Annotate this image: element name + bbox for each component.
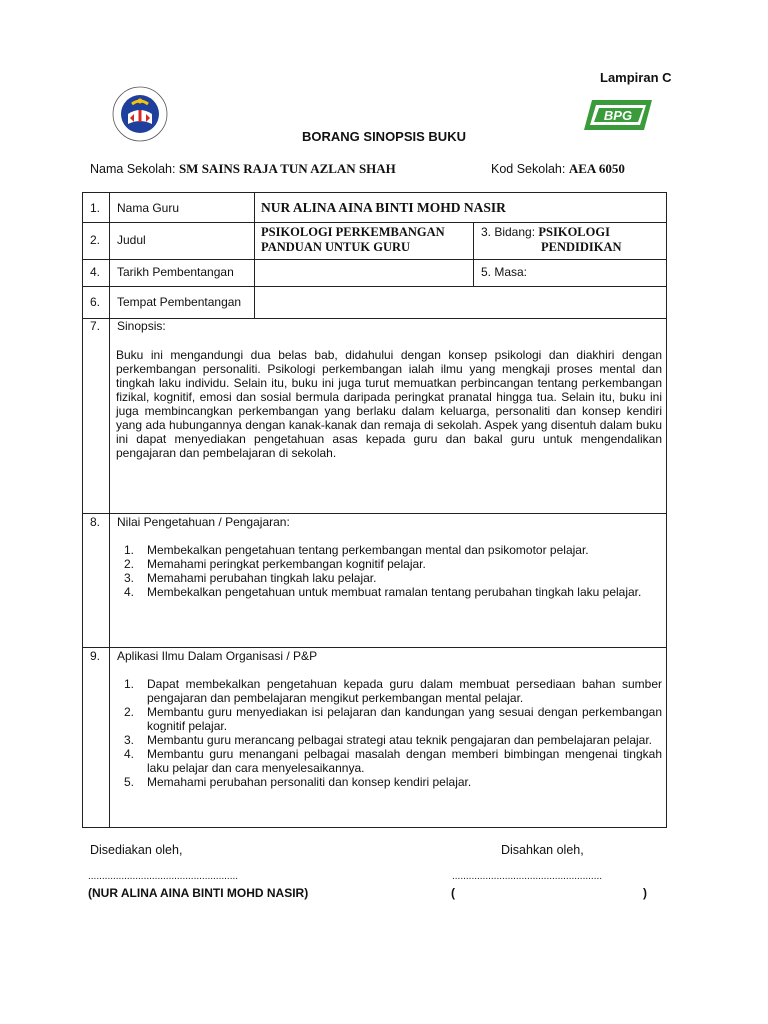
close-paren: )	[643, 886, 647, 900]
school-code-value: AEA 6050	[568, 161, 625, 176]
school-label: Nama Sekolah:	[90, 162, 176, 176]
school-code-line	[491, 161, 625, 177]
prepared-by-label: Disediakan oleh,	[90, 843, 183, 857]
form-title: BORANG SINOPSIS BUKU	[302, 129, 466, 144]
list-item: 1. Dapat membekalkan pengetahuan kepada guru dalam membuat persediaan bahan sumber pengajaran dan pembelajaran mengikut perkembangan mental pelajar.	[124, 677, 662, 705]
preparer-name: (NUR ALINA AINA BINTI MOHD NASIR)	[88, 886, 309, 900]
label-column-divider	[254, 193, 255, 318]
svg-text:BPG: BPG	[603, 108, 633, 123]
list-item: 4. Membekalkan pengetahuan untuk membuat ramalan tentang perubahan tingkah laku pelajar.	[124, 585, 642, 599]
row-number: 8.	[90, 515, 101, 529]
open-paren: (	[451, 886, 455, 900]
row-number: 4.	[90, 265, 101, 279]
number-column-divider	[109, 193, 110, 827]
field-area	[481, 225, 610, 239]
field-label: 3. Bidang:	[481, 225, 536, 239]
signature-line-left: ......................................................	[88, 871, 239, 882]
field-value-line2: PENDIDIKAN	[541, 240, 622, 254]
row-divider	[83, 318, 666, 319]
row-number: 1.	[90, 201, 101, 215]
row-divider	[83, 513, 666, 514]
application-list	[116, 677, 662, 789]
list-item: 2. Membantu guru menyediakan isi pelajaran dan kandungan yang sesuai dengan perkembangan kognitif pelajar.	[124, 705, 662, 733]
row-divider	[83, 286, 666, 287]
row-divider	[83, 647, 666, 648]
row-number: 9.	[90, 649, 101, 663]
row-number: 2.	[90, 233, 101, 247]
title-label: Judul	[117, 233, 146, 247]
school-value: SM SAINS RAJA TUN AZLAN SHAH	[178, 161, 396, 176]
approver-name-placeholder	[451, 886, 647, 900]
signature-line-right: ......................................................	[452, 871, 603, 882]
row-number: 6.	[90, 295, 101, 309]
list-item: 1. Membekalkan pengetahuan tentang perkembangan mental dan psikomotor pelajar.	[124, 543, 589, 557]
book-title-line2: PANDUAN UNTUK GURU	[261, 240, 411, 254]
list-item: 2. Memahami peringkat perkembangan kognitif pelajar.	[124, 557, 426, 571]
school-code-label: Kod Sekolah:	[491, 162, 566, 176]
row-divider	[83, 259, 666, 260]
school-line	[90, 161, 396, 177]
row-number: 7.	[90, 319, 101, 333]
list-item: 4. Membantu guru menangani pelbagai masalah dengan memberi bimbingan mengenai tingkah laku pelajar dan cara menyelesaikannya.	[124, 747, 662, 775]
book-title-line1: PSIKOLOGI PERKEMBANGAN	[261, 225, 445, 239]
list-item: 5. Memahami perubahan personaliti dan konsep kendiri pelajar.	[124, 775, 472, 789]
application-label: Aplikasi Ilmu Dalam Organisasi / P&P	[117, 649, 318, 663]
synopsis-form-table	[82, 192, 667, 828]
knowledge-value-label: Nilai Pengetahuan / Pengajaran:	[117, 515, 290, 529]
presentation-date-label: Tarikh Pembentangan	[117, 265, 234, 279]
teacher-name-value: NUR ALINA AINA BINTI MOHD NASIR	[261, 200, 506, 215]
list-item: 3. Memahami perubahan tingkah laku pelajar.	[124, 571, 377, 585]
knowledge-value-list	[116, 543, 662, 599]
time-label: 5. Masa:	[481, 265, 528, 279]
annex-label: Lampiran C	[600, 70, 672, 85]
field-value-line1: PSIKOLOGI	[538, 225, 610, 239]
synopsis-text: Buku ini mengandungi dua belas bab, didahului dengan konsep psikologi dan diakhiri dengan perkembangan personaliti. Psikologi perkembangan ialah ilmu yang mengkaji proses mental dan tingkah laku individu. Selain itu, buku ini juga turut memuatkan perbincangan tentang perkembangan fizikal, kognitif, emosi dan sosial bermula daripada peringkat pranatal hingga tua. Selain itu, buku ini juga membincangkan perkembangan yang berlaku dalam keluarga, personaliti dan konsep kendiri yang ada hubungannya dengan kanak-kanak dan remaja di sekolah. Aspek yang disentuh dalam buku ini dapat menyediakan pengetahuan asas kepada guru dan bakal guru untuk mengendalikan pengajaran dan pembelajaran di sekolah.	[116, 348, 662, 460]
teacher-name-label: Nama Guru	[117, 201, 180, 215]
field-column-divider	[473, 222, 474, 286]
row-divider	[83, 222, 666, 223]
approved-by-label: Disahkan oleh,	[501, 843, 584, 857]
synopsis-label: Sinopsis:	[117, 319, 166, 333]
list-item: 3. Membantu guru merancang pelbagai strategi atau teknik pengajaran dan pembelajaran pelajar.	[124, 733, 653, 747]
presentation-place-label: Tempat Pembentangan	[117, 295, 242, 309]
